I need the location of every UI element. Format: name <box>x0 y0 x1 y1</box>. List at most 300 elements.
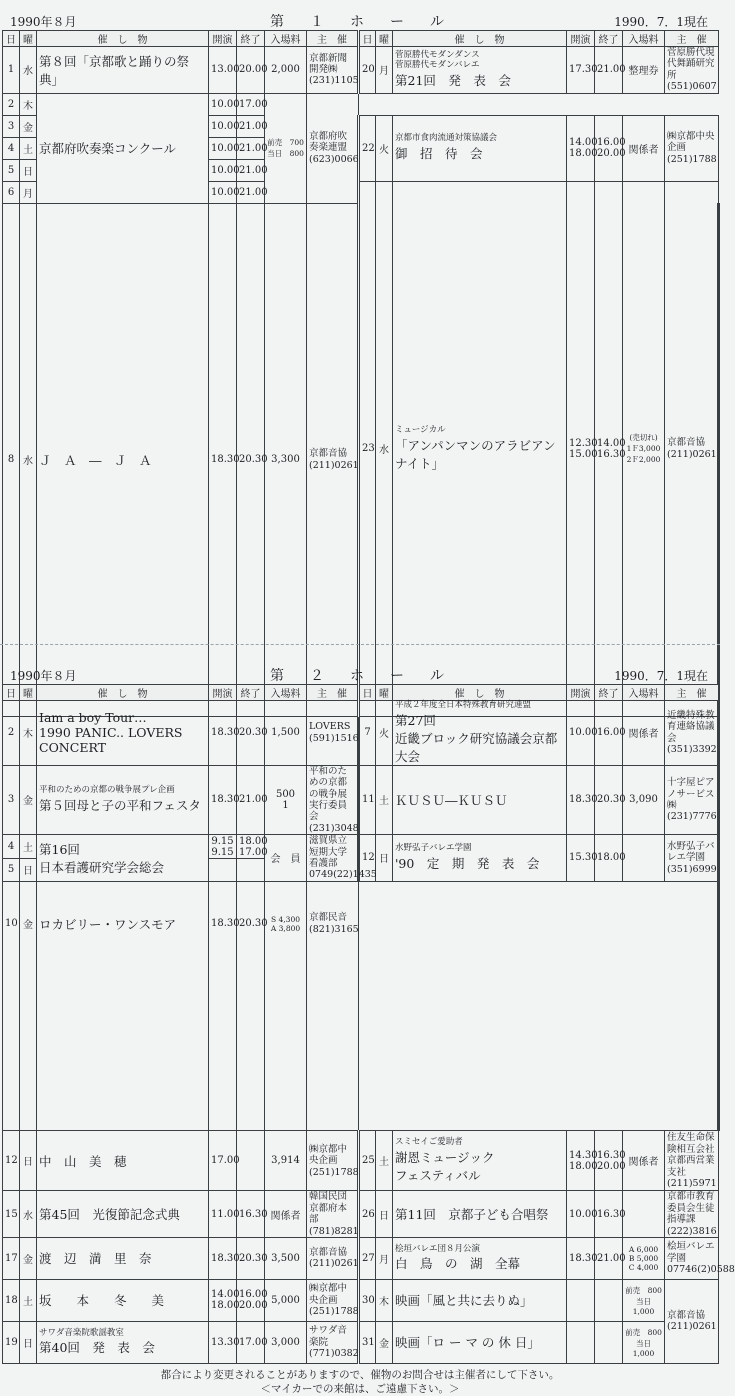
organizer-cell <box>665 765 719 834</box>
organizer-value: (231)1105 <box>309 75 359 87</box>
event-name: 謝恩ミュージック <box>395 1149 495 1165</box>
organizer-value: 滋賀県立短期大学看護部 <box>309 835 348 869</box>
start-time <box>567 47 598 94</box>
price-value: 1 <box>282 799 289 811</box>
organizer-value: 京都音協 <box>309 448 348 460</box>
start-time-value: 10.00 <box>211 120 240 132</box>
column-header: 開演 <box>567 685 595 701</box>
table-row <box>3 701 719 766</box>
event-name: Ｊ Ａ ― Ｊ Ａ <box>39 452 152 468</box>
start-time-value: 18.30 <box>569 1252 598 1264</box>
end-time <box>237 115 268 137</box>
end-time-value: 16.30 <box>239 1208 268 1220</box>
event-title <box>393 835 567 882</box>
day-cell: 11 <box>359 765 376 834</box>
event-name: 第21回 発 表 会 <box>395 72 511 88</box>
column-header: 入場料 <box>265 685 307 701</box>
day-cell: 20 <box>359 47 376 94</box>
end-time-value: 21.00 <box>239 120 268 132</box>
start-time <box>209 1321 240 1363</box>
organizer-cell <box>665 115 719 181</box>
start-time <box>209 137 240 159</box>
end-time-value: 21.00 <box>239 142 268 154</box>
price-value: A 6,000 <box>628 1244 659 1254</box>
organizer-value: 韓国民団京都府本部 <box>309 1191 348 1226</box>
price-value: 500 <box>275 788 296 800</box>
event-title <box>37 93 209 203</box>
weekday-cell: 日 <box>20 858 37 881</box>
weekday-cell: 土 <box>376 1131 393 1191</box>
event-name: 坂 本 冬 美 <box>39 1293 165 1309</box>
end-time-value: 17.00 <box>239 846 268 858</box>
event-name: 「アンパンマンのアラビアンナイト」 <box>395 437 556 471</box>
event-name: 第８回「京都歌と踊りの祭典」 <box>39 53 190 87</box>
organizer-cell <box>665 1131 719 1191</box>
start-time-value: 18.00 <box>569 1160 598 1172</box>
organizer-value: 京都民音 <box>309 912 348 924</box>
start-time <box>209 1237 240 1279</box>
weekday-cell: 火 <box>376 115 393 181</box>
event-title <box>37 203 209 716</box>
column-header: 曜 <box>20 31 37 47</box>
weekday-cell: 金 <box>20 1237 37 1279</box>
weekday-cell: 月 <box>20 181 37 203</box>
end-time-value: 16.30 <box>597 1149 626 1161</box>
event-name: 日本看護研究学会総会 <box>39 859 165 875</box>
price-value: 当日 1,000 <box>632 1296 655 1316</box>
end-time <box>237 47 268 94</box>
admission-price <box>265 1279 307 1321</box>
day-cell: 31 <box>359 1321 376 1363</box>
organizer-cell <box>307 203 359 716</box>
weekday-cell: 金 <box>376 1321 393 1363</box>
start-time-value: 18.30 <box>211 918 240 930</box>
column-header: 終了 <box>595 685 623 701</box>
day-cell: 15 <box>3 1191 20 1238</box>
column-header: 開演 <box>209 685 237 701</box>
day-cell: 17 <box>3 1237 20 1279</box>
event-name: 映画「風と共に去りぬ」 <box>395 1293 533 1309</box>
admission-price <box>265 835 307 882</box>
price-value: 3,090 <box>629 794 658 806</box>
organizer-cell <box>307 1321 359 1363</box>
end-time-value: 20.30 <box>239 454 268 466</box>
weekday-cell: 金 <box>20 716 37 1131</box>
end-time-value: 14.00 <box>597 437 626 449</box>
event-title <box>37 835 209 882</box>
price-value: 5,000 <box>271 1294 300 1306</box>
start-time <box>209 765 240 834</box>
end-time <box>237 181 268 203</box>
price-value: 当日 1,000 <box>632 1338 655 1358</box>
end-time-value: 21.00 <box>597 64 626 76</box>
column-header: 日 <box>359 31 376 47</box>
event-name: 白 鳥 の 湖 全幕 <box>395 1256 521 1272</box>
start-time-value: 10.00 <box>211 186 240 198</box>
end-time-value: 20.30 <box>239 727 268 739</box>
hall1-date-label: 1990年８月 <box>10 15 77 29</box>
table-row <box>3 765 719 834</box>
organizer-value: 0749(22)1435 <box>309 869 377 881</box>
organizer-cell <box>307 765 359 834</box>
start-time <box>209 203 240 716</box>
price-value: C 4,000 <box>628 1262 659 1272</box>
weekday-cell: 日 <box>20 1321 37 1363</box>
admission-price <box>623 835 665 882</box>
table-row <box>3 835 719 859</box>
end-time <box>595 181 626 716</box>
start-time <box>567 1321 595 1363</box>
end-time-value: 16.00 <box>239 1289 268 1301</box>
weekday-cell: 土 <box>20 137 37 159</box>
hall1-header <box>0 10 720 30</box>
event-name: 第11回 京都子ども合唱祭 <box>395 1207 549 1223</box>
end-time-value: 16.30 <box>597 1208 626 1220</box>
organizer-value: 平和のための京都の戦争展実行委員会 <box>309 765 348 823</box>
start-time <box>567 765 598 834</box>
organizer-value: 京都府吹奏楽連盟 <box>309 130 348 154</box>
event-title <box>393 1131 567 1191</box>
table-row <box>3 1131 719 1191</box>
price-value: 前売 800 <box>625 1327 662 1337</box>
end-time <box>237 835 268 859</box>
organizer-value: (231)7776 <box>667 811 717 823</box>
column-header: 日 <box>3 685 20 701</box>
price-value: 2,000 <box>271 64 300 76</box>
end-time <box>595 1131 626 1191</box>
organizer-cell <box>665 1279 719 1363</box>
weekday-cell: 金 <box>20 115 37 137</box>
start-time-value: 18.30 <box>211 1252 240 1264</box>
event-name: 渡 辺 満 里 奈 <box>39 1251 152 1267</box>
start-time <box>567 835 598 882</box>
column-header: 催 し 物 <box>393 685 567 701</box>
organizer-value: (591)1516 <box>309 732 359 744</box>
organizer-value: (821)3165 <box>309 923 359 935</box>
end-time-value: 17.00 <box>239 1336 268 1348</box>
event-name: 第27回 <box>395 712 436 728</box>
day-cell: 6 <box>3 181 20 203</box>
start-time-value: 11.00 <box>211 1208 240 1220</box>
event-name: '90 定 期 発 表 会 <box>395 855 540 871</box>
price-value: 前売 800 <box>625 1285 662 1295</box>
weekday-cell: 金 <box>20 765 37 834</box>
organizer-value: ㈱京都中央企画 <box>667 130 715 154</box>
day-cell: 7 <box>359 701 376 766</box>
event-name: 近畿ブロック研究協議会京都大会 <box>395 730 558 764</box>
organizer-value: (351)6999 <box>667 863 717 875</box>
day-cell: 12 <box>3 1131 20 1191</box>
column-header: 主 催 <box>665 31 719 47</box>
organizer-cell <box>665 47 719 94</box>
column-header: 曜 <box>376 685 393 701</box>
event-title <box>37 1131 209 1191</box>
event-name: 映画「ロ ー マ の 休 日」 <box>395 1335 540 1351</box>
admission-price <box>265 1191 307 1238</box>
organizer-value: (222)3816 <box>667 1225 717 1237</box>
organizer-value: 京都音協 <box>667 1310 706 1322</box>
day-cell: 12 <box>359 835 376 882</box>
organizer-cell <box>307 701 359 766</box>
admission-price <box>265 47 307 94</box>
event-name: 京都府吹奏楽コンクール <box>39 141 177 157</box>
start-time-value: 10.00 <box>569 1208 598 1220</box>
start-time-value: 18.30 <box>211 454 240 466</box>
start-time <box>209 835 237 859</box>
table-row <box>3 47 719 94</box>
start-time <box>567 181 598 716</box>
organizer-value: (251)1788 <box>667 153 717 165</box>
column-header: 催 し 物 <box>393 31 567 47</box>
organizer-value: (251)1788 <box>309 1166 359 1178</box>
end-time-value: 18.00 <box>597 852 626 864</box>
no-car-notice: ＜マイカーでの来館は、ご遠慮下さい。＞ <box>260 1382 460 1395</box>
admission-price <box>265 1321 307 1363</box>
weekday-cell: 水 <box>20 47 37 94</box>
start-time-value: 14.00 <box>211 1289 240 1301</box>
end-time <box>237 858 265 881</box>
event-title <box>393 765 567 834</box>
end-time-value: 21.00 <box>239 186 268 198</box>
organizer-value: (551)0607 <box>667 81 717 93</box>
end-time-value: 20.30 <box>597 794 626 806</box>
column-header: 開演 <box>567 31 595 47</box>
admission-price <box>623 181 665 716</box>
hall2-table <box>2 684 719 882</box>
weekday-cell: 月 <box>376 1237 393 1279</box>
column-header: 日 <box>359 685 376 701</box>
organizer-cell <box>307 47 359 94</box>
event-subtitle: スミセイご愛助者 <box>395 1136 463 1147</box>
organizer-value: サワダ音楽院 <box>309 1325 347 1348</box>
day-cell: 23 <box>359 181 376 716</box>
end-time-value: 21.00 <box>597 1252 626 1264</box>
admission-price <box>623 701 665 766</box>
organizer-value: 十字屋ピアノサービス㈱ <box>667 777 715 811</box>
end-time <box>237 1131 265 1191</box>
price-value: (売切れ) <box>629 433 658 443</box>
start-time <box>567 1237 598 1279</box>
hall2-date-label: 1990年８月 <box>10 669 77 683</box>
column-header: 主 催 <box>307 31 359 47</box>
weekday-cell: 水 <box>20 203 37 716</box>
end-time <box>237 1321 268 1363</box>
organizer-value: (251)1788 <box>309 1306 359 1318</box>
organizer-value: 京都音協 <box>667 437 706 449</box>
price-value: 2Ｆ2,000 <box>626 455 661 465</box>
event-name: Iam a boy Tour… <box>39 710 147 726</box>
end-time <box>237 765 268 834</box>
end-time <box>595 765 626 834</box>
price-value: 関係者 <box>628 729 659 741</box>
organizer-value: ㈱京都中央企画 <box>309 1283 348 1306</box>
price-value: 関係者 <box>628 144 659 156</box>
organizer-value: 京都音協 <box>309 1247 348 1259</box>
column-header: 主 催 <box>307 685 359 701</box>
end-time <box>595 701 626 766</box>
event-title <box>37 1321 209 1363</box>
table-row <box>3 1279 719 1321</box>
column-header: 曜 <box>376 31 393 47</box>
day-cell: 27 <box>359 1237 376 1279</box>
organizer-value: 近畿特殊教育連絡協議会 <box>667 710 715 744</box>
start-time-value: 10.00 <box>211 164 240 176</box>
organizer-value: 菅原勝代現代舞踊研究所 <box>667 47 715 81</box>
event-name: 御 招 待 会 <box>395 145 483 161</box>
start-time-value: 18.00 <box>569 148 598 160</box>
weekday-cell: 土 <box>376 765 393 834</box>
hall1-as-of: 1990．7．1現在 <box>614 15 708 29</box>
admission-price <box>265 1237 307 1279</box>
organizer-value: (781)8281 <box>309 1225 359 1237</box>
event-name: フェスティバル <box>395 1167 481 1183</box>
start-time <box>209 1131 240 1191</box>
admission-price <box>623 765 665 834</box>
end-time <box>595 1237 626 1279</box>
organizer-cell <box>665 1191 719 1238</box>
start-time-value: 14.30 <box>569 1149 598 1161</box>
end-time <box>237 1279 268 1321</box>
start-time <box>567 1131 598 1191</box>
end-time-value: 16.30 <box>597 448 626 460</box>
end-time <box>595 1279 623 1321</box>
admission-price <box>623 1321 665 1363</box>
start-time <box>209 159 240 181</box>
weekday-cell: 土 <box>20 835 37 859</box>
hall2-as-of: 1990．7．1現在 <box>614 669 708 683</box>
start-time-value: 17.30 <box>569 64 598 76</box>
organizer-value: (211)0261 <box>309 459 359 471</box>
admission-price <box>265 203 307 716</box>
start-time-value: 10.00 <box>211 142 240 154</box>
table-row <box>3 1321 719 1363</box>
hall2-header-row <box>3 685 719 701</box>
price-value: 関係者 <box>270 1210 301 1222</box>
column-header: 日 <box>3 31 20 47</box>
hall1-header-row <box>3 31 719 47</box>
event-subtitle: ミュージカル <box>395 424 446 435</box>
weekday-cell: 日 <box>376 1191 393 1238</box>
event-title <box>393 1237 567 1279</box>
organizer-value: 桧垣バレエ学園 <box>667 1241 715 1264</box>
organizer-value: 住友生命保険相互会社京都西営業支社 <box>667 1132 715 1178</box>
end-time-value: 20.00 <box>597 1160 626 1172</box>
admission-price <box>623 47 665 94</box>
weekday-cell: 月 <box>376 47 393 94</box>
end-time <box>237 203 268 716</box>
start-time <box>209 47 240 94</box>
event-subtitle: 水野弘子バレエ学園 <box>395 843 472 853</box>
price-value: 3,300 <box>271 454 300 466</box>
column-header: 終了 <box>237 31 265 47</box>
end-time <box>595 47 626 94</box>
start-time <box>209 93 240 115</box>
organizer-value: (231)3048 <box>309 822 359 834</box>
event-title <box>393 701 567 766</box>
price-value: 3,914 <box>271 1155 300 1167</box>
price-value: 3,000 <box>271 1336 300 1348</box>
hall2-schedule <box>0 664 720 882</box>
organizer-cell <box>665 835 719 882</box>
weekday-cell: 木 <box>20 93 37 115</box>
end-time <box>237 1191 268 1238</box>
organizer-value: 京都新聞開発㈱ <box>309 52 348 76</box>
fold-line <box>0 644 720 645</box>
day-cell: 5 <box>3 858 20 881</box>
event-title <box>37 1279 209 1321</box>
column-header: 入場料 <box>265 31 307 47</box>
event-subtitle: 桧垣バレエ団８月公演 <box>395 1243 481 1254</box>
event-name: 中 山 美 穂 <box>39 1153 127 1169</box>
organizer-value: 京都市教育委員会生徒指導課 <box>667 1191 715 1226</box>
organizer-value: (623)0066 <box>309 153 359 165</box>
admission-price <box>623 1131 665 1191</box>
admission-price <box>265 93 307 203</box>
organizer-cell <box>307 93 359 203</box>
start-time <box>209 701 240 766</box>
start-time-value: 14.00 <box>569 137 598 149</box>
price-value: 1Ｆ3,000 <box>626 444 661 454</box>
start-time <box>567 1279 595 1321</box>
price-value: B 5,000 <box>628 1253 659 1263</box>
organizer-value: 水野弘子バレエ学園 <box>667 840 715 864</box>
event-title <box>393 181 567 716</box>
column-header: 開演 <box>209 31 237 47</box>
day-cell: 2 <box>3 701 20 766</box>
start-time-value: 10.00 <box>211 98 240 110</box>
admission-price <box>265 701 307 766</box>
event-name: 第16回 <box>39 841 80 857</box>
day-cell: 30 <box>359 1279 376 1321</box>
day-cell: 18 <box>3 1279 20 1321</box>
start-time-value: 10.00 <box>569 727 598 739</box>
weekday-cell: 水 <box>376 181 393 716</box>
organizer-value: LOVERS <box>309 721 351 733</box>
admission-price <box>623 1191 665 1238</box>
end-time <box>237 159 268 181</box>
event-title <box>37 701 209 766</box>
column-header: 曜 <box>20 685 37 701</box>
end-time <box>237 93 268 115</box>
weekday-cell: 土 <box>20 1279 37 1321</box>
organizer-value: (211)0261 <box>309 1258 359 1270</box>
end-time-value: 18.00 <box>239 835 268 847</box>
organizer-cell <box>307 1237 359 1279</box>
notice-text: 都合により変更されることがありますので、催物のお問合せは主催者にして下さい。 <box>160 1368 560 1381</box>
end-time <box>237 701 268 766</box>
price-value: 会 員 <box>270 854 301 866</box>
column-header: 終了 <box>595 31 623 47</box>
event-title <box>393 1279 567 1321</box>
price-value: 整理券 <box>628 66 659 78</box>
event-subtitle: 菅原勝代モダンダンス <box>395 50 480 61</box>
start-time-value: 9.15 <box>211 835 234 847</box>
event-name: 第５回母と子の平和フェスタ <box>39 797 201 813</box>
organizer-cell <box>307 1131 359 1191</box>
organizer-value: ㈱京都中央企画 <box>309 1143 348 1167</box>
column-header: 催 し 物 <box>37 31 209 47</box>
organizer-value: (211)0261 <box>667 448 717 460</box>
event-subtitle: 京都市食肉流通対策協議会 <box>395 133 498 144</box>
event-name: 第45回 光復節記念式典 <box>39 1207 180 1223</box>
weekday-cell: 日 <box>20 1131 37 1191</box>
event-title <box>393 115 567 181</box>
end-time-value: 21.00 <box>239 794 268 806</box>
weekday-cell: 水 <box>20 1191 37 1238</box>
start-time-value: 18.00 <box>211 1300 240 1312</box>
organizer-value: (771)0382 <box>309 1348 359 1360</box>
start-time-value: 15.30 <box>569 852 598 864</box>
